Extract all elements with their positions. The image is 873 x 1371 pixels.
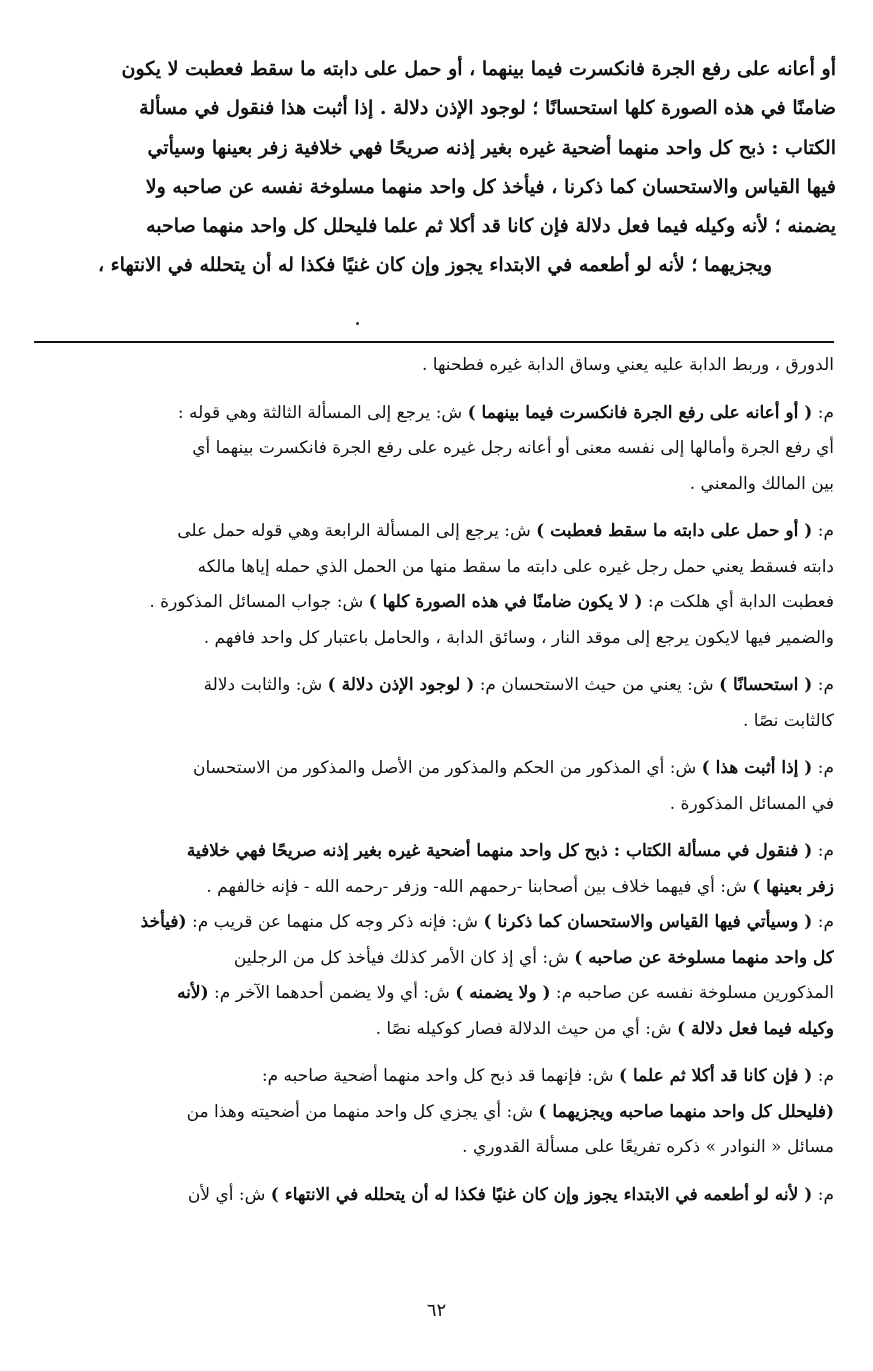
sharh-text: بين المالك والمعني . (689, 473, 834, 494)
commentary-line (34, 396, 834, 432)
quoted-matn-text: ( إذا أثبت هذا ) (701, 758, 813, 778)
sharh-text: م: (812, 1066, 834, 1086)
quoted-matn-text: ( استحسانًا ) (719, 675, 813, 695)
sharh-text: في المسائل المذكورة . (669, 793, 834, 814)
commentary-line (34, 834, 834, 870)
sharh-text: دابته فسقط يعني حمل رجل غيره على دابته ما سقط منها من الحمل الذي حمله إياها مالكه (197, 556, 834, 577)
commentary-paragraph (34, 348, 834, 384)
sharh-text: المذكورين مسلوخة نفسه عن صاحبه م: (550, 983, 834, 1003)
sharh-text: م: (812, 758, 834, 778)
footnote-separator (34, 341, 834, 343)
commentary-line (34, 704, 834, 740)
main-text-line: أو أعانه على رفع الجرة فانكسرت فيما بينهما ، أو حمل على دابته ما سقط فعطبت لا يكون (121, 58, 836, 80)
sharh-text: الدورق ، وربط الدابة عليه يعني وساق الدابة غيره فطحنها . (421, 355, 834, 375)
quoted-matn-text: وكيله فيما فعل دلالة ) (677, 1018, 834, 1039)
ink-dot (356, 322, 359, 325)
quoted-matn-text: ( لا يكون ضامنًا في هذه الصورة كلها ) (368, 592, 643, 612)
commentary-paragraph (34, 668, 834, 739)
sharh-text: ش: فإنهما قد ذبح كل واحد منهما أضحية صاحبه م: (261, 1066, 619, 1086)
quoted-matn-text: ( لوجود الإذن دلالة ) (327, 675, 475, 695)
commentary-paragraph (34, 1059, 834, 1166)
quoted-matn-text: ( أو أعانه على رفع الجرة فانكسرت فيما بينهما ) (467, 402, 813, 423)
sharh-text: مسائل « النوادر » ذكره تفريعًا على مسألة القدوري . (462, 1137, 834, 1157)
commentary-line (34, 870, 834, 906)
main-text-block (34, 50, 836, 286)
commentary-line (34, 514, 834, 550)
sharh-text: ش: أي لأن (187, 1184, 271, 1205)
sharh-text: ش: أي من حيث الدلالة فصار كوكيله نصًا . (375, 1018, 678, 1039)
sharh-text: والضمير فيها لايكون يرجع إلى موقد النار ، وسائق الدابة ، والحامل باعتبار كل واحد فافهم . (203, 627, 834, 648)
commentary-line (34, 787, 834, 823)
quoted-matn-text: ( فإن كانا قد أكلا ثم علما ) (619, 1066, 813, 1086)
commentary-paragraph (34, 1178, 834, 1214)
commentary-line (34, 467, 834, 503)
commentary-line (34, 1130, 834, 1166)
sharh-text: م: (812, 912, 834, 932)
quoted-matn-text: ( وسيأتي فيها القياس والاستحسان كما ذكرنا ) (483, 912, 813, 932)
commentary-paragraph (34, 834, 834, 1047)
commentary-line (34, 941, 834, 977)
commentary-line (34, 348, 834, 384)
sharh-text: ش: أي فيهما خلاف بين أصحابنا -رحمهم الله- وزفر -رحمه الله - فإنه خالفهم . (206, 876, 753, 897)
sharh-text: أي رفع الجرة وأمالها إلى نفسه معنى أو أعانه رجل غيره على رفع الجرة فانكسرت بينهما أي (192, 438, 834, 458)
main-text-line: الكتاب : ذبح كل واحد منهما أضحية غيره بغير إذنه صريحًا فهي خلافية زفر بعينها وسيأتي (147, 136, 836, 159)
commentary-line (34, 1178, 834, 1214)
page-number: ٦٢ (426, 1300, 447, 1321)
commentary-paragraph (34, 514, 834, 656)
sharh-text: ش: أي إذ كان الأمر كذلك فيأخذ كل من الرجلين (233, 947, 575, 968)
sharh-text: كالثابت نصًا . (742, 710, 834, 731)
sharh-text: فعطبت الدابة أي هلكت م: (642, 592, 834, 612)
main-text-line: ضامنًا في هذه الصورة كلها استحسانًا ؛ لوجود الإذن دلالة . إذا أثبت هذا فنقول في مسألة (139, 97, 836, 120)
commentary-block (34, 348, 834, 1225)
commentary-line (34, 751, 834, 787)
quoted-matn-text: (لأنه (177, 983, 209, 1003)
commentary-line (34, 585, 834, 621)
quoted-matn-text: ( ولا يضمنه ) (455, 983, 551, 1003)
quoted-matn-text: ( أو حمل على دابته ما سقط فعطبت ) (536, 521, 813, 541)
sharh-text: م: (812, 675, 834, 695)
quoted-matn-text: (فيأخذ (140, 912, 187, 932)
commentary-paragraph (34, 396, 834, 503)
commentary-line (34, 1059, 834, 1095)
quoted-matn-text: ( لأنه لو أطعمه في الابتداء يجوز وإن كان غنيًا فكذا له أن يتحلله في الانتهاء ) (270, 1184, 813, 1205)
quoted-matn-text: (فليحلل كل واحد منهما صاحبه ويجزيهما ) (538, 1101, 834, 1122)
commentary-line (34, 668, 834, 704)
commentary-line (34, 621, 834, 657)
sharh-text: ش: يرجع إلى المسألة الثالثة وهي قوله : (177, 402, 468, 423)
sharh-text: ش: أي ولا يضمن أحدهما الآخر م: (208, 983, 456, 1003)
commentary-line (34, 1012, 834, 1048)
sharh-text: ش: أي يجزي كل واحد منهما من أضحيته وهذا من (186, 1101, 539, 1122)
sharh-text: م: (812, 402, 834, 423)
sharh-text: م: (812, 521, 834, 541)
main-text-line: فيها القياس والاستحسان كما ذكرنا ، فيأخذ كل واحد منهما مسلوخة نفسه عن صاحبه ولا (145, 175, 836, 198)
sharh-text: ش: يرجع إلى المسألة الرابعة وهي قوله حمل على (177, 521, 537, 541)
sharh-text: ش: والثابت دلالة (203, 675, 328, 695)
sharh-text: ش: فإنه ذكر وجه كل منهما عن قريب م: (186, 912, 484, 932)
commentary-paragraph (34, 751, 834, 822)
main-text-line: ويجزيهما ؛ لأنه لو أطعمه في الابتداء يجوز وإن كان غنيًا فكذا له أن يتحلله في الانتهاء ، (97, 254, 773, 277)
commentary-line (34, 905, 834, 941)
quoted-matn-text: ( فنقول في مسألة الكتاب : ذبح كل واحد منهما أضحية غيره بغير إذنه صريحًا فهي خلافية (186, 841, 813, 861)
quoted-matn-text: زفر بعينها ) (752, 876, 834, 897)
commentary-line (34, 976, 834, 1012)
sharh-text: ش: يعني من حيث الاستحسان م: (474, 675, 720, 695)
commentary-line (34, 1095, 834, 1131)
quoted-matn-text: كل واحد منهما مسلوخة عن صاحبه ) (574, 947, 834, 968)
commentary-line (34, 431, 834, 467)
sharh-text: ش: أي المذكور من الحكم والمذكور من الأصل والمذكور من الاستحسان (193, 758, 702, 778)
commentary-line (34, 550, 834, 586)
sharh-text: م: (812, 1184, 834, 1205)
sharh-text: ش: جواب المسائل المذكورة . (149, 592, 369, 612)
main-text-line: يضمنه ؛ لأنه وكيله فيما فعل دلالة فإن كانا قد أكلا ثم علما فليحلل كل واحد منهما صاحبه (146, 215, 836, 238)
sharh-text: م: (812, 841, 834, 861)
